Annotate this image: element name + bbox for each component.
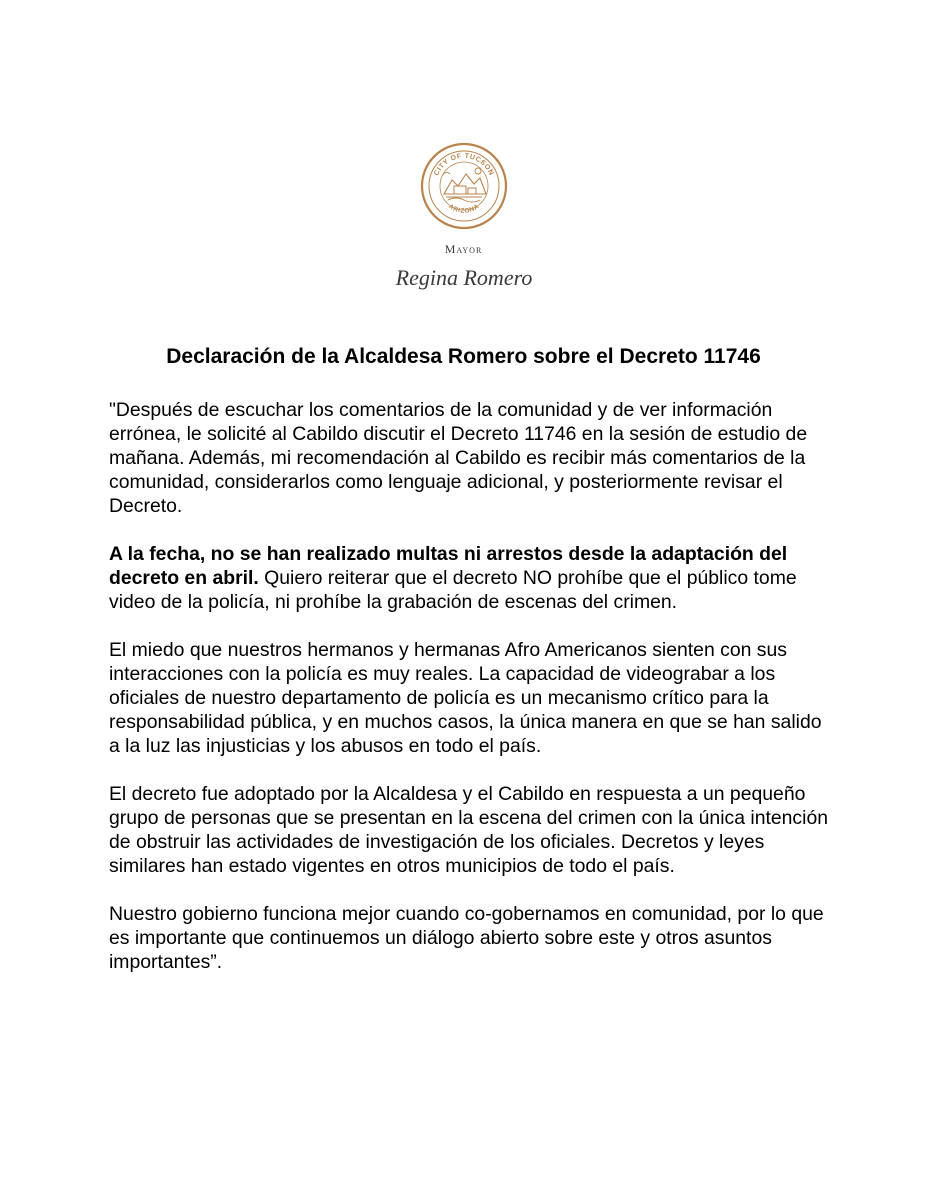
city-seal-icon — [420, 140, 508, 232]
paragraph-4: El decreto fue adoptado por la Alcaldesa y el Cabildo en respuesta a un pequeño grupo de personas que se presentan en la escena del crimen con la única intención de obstruir las actividades de investigación de los oficiales. Decretos y leyes similares han estado vigentes en otros municipios de todo el país. — [109, 783, 829, 877]
paragraph-3: El miedo que nuestros hermanos y hermanas Afro Americanos sienten con sus interacciones con la policía es muy reales. La capacidad de videograbar a los oficiales de nuestro departamento de policía es un mecanismo crítico para la responsabilidad pública, y en muchos casos, la única manera en que se han salido a la luz las injusticias y los abusos en todo el país. — [109, 639, 822, 757]
svg-text:Regina Romero: Regina Romero — [395, 265, 532, 290]
mayor-signature-icon — [369, 257, 559, 299]
paragraph-2 — [109, 542, 829, 614]
document-title: Declaración de la Alcaldesa Romero sobre el Decreto 11746 — [166, 345, 761, 368]
paragraph-2-rest: Quiero reiterar que el decreto NO prohíbe que el público tome video de la policía, ni prohíbe la grabación de escenas del crimen. — [109, 567, 797, 613]
paragraph-5: Nuestro gobierno funciona mejor cuando co-gobernamos en comunidad, por lo que es importante que continuemos un diálogo abierto sobre este y otros asuntos importantes”. — [109, 903, 824, 973]
svg-text:ARIZONA: ARIZONA — [446, 202, 481, 215]
statement-body — [109, 398, 829, 998]
letterhead — [0, 140, 927, 299]
mayor-label: Mayor — [444, 242, 483, 256]
paragraph-1: "Después de escuchar los comentarios de la comunidad y de ver información errónea, le solicité al Cabildo discutir el Decreto 11746 en la sesión de estudio de mañana. Además, mi recomendación al Cabildo es recibir más comentarios de la comunidad, considerarlos como lenguaje adicional, y posteriormente revisar el Decreto. — [109, 399, 808, 517]
svg-text:CITY OF TUCSON: CITY OF TUCSON — [432, 152, 495, 177]
paragraph-2-bold: A la fecha, no se han realizado multas ni arrestos desde la adaptación del decreto en abril. — [109, 543, 788, 589]
